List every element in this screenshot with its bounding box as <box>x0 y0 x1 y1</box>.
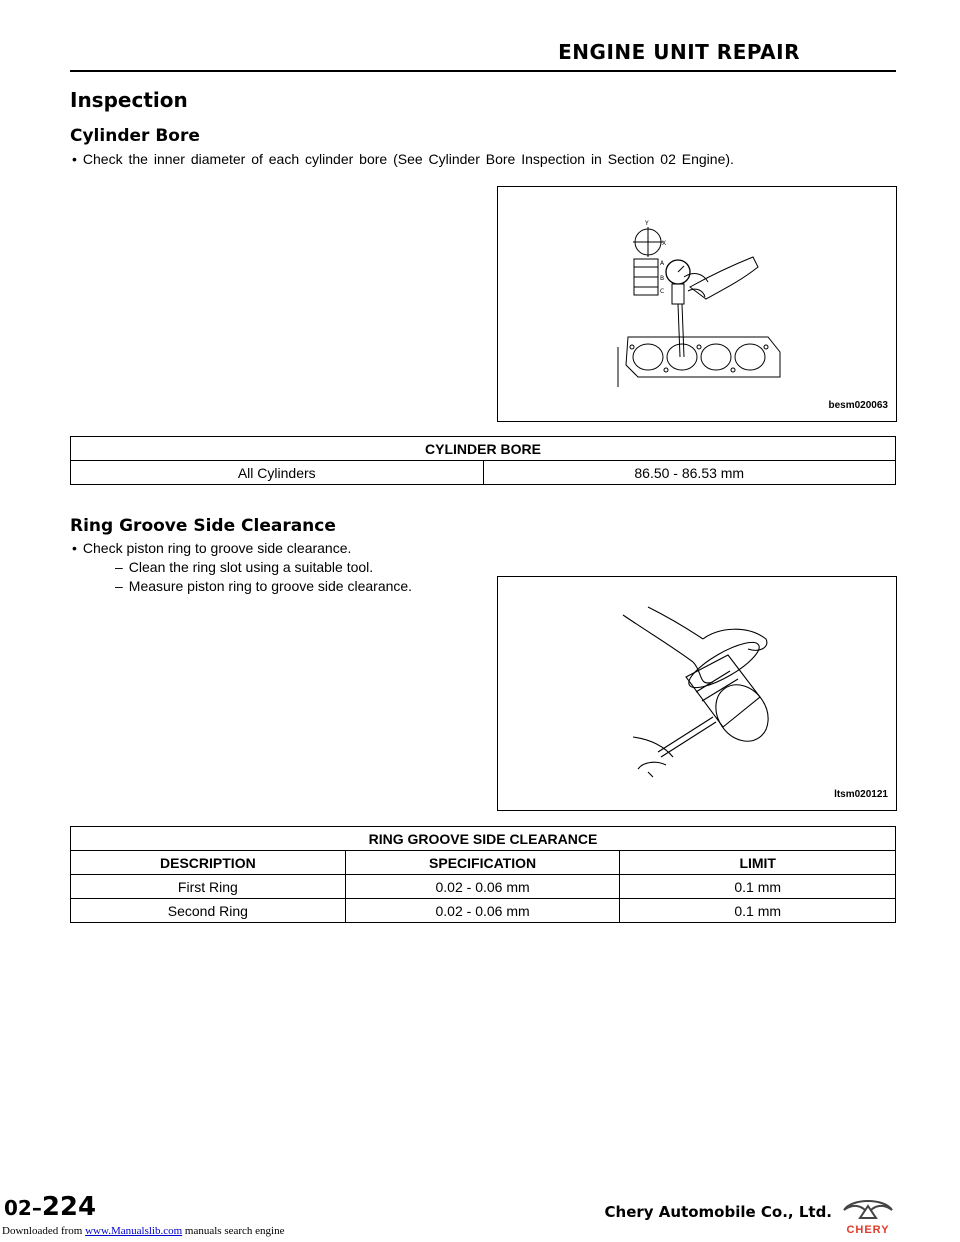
table-cell: 86.50 - 86.53 mm <box>483 461 896 485</box>
table-row <box>71 899 896 923</box>
table-row <box>71 875 896 899</box>
piston-ring-illustration <box>498 577 896 810</box>
manualslib-link[interactable]: www.Manualslib.com <box>85 1225 183 1237</box>
page-header-title: ENGINE UNIT REPAIR <box>558 40 800 64</box>
download-notice: Downloaded from www.Manualslib.com manuals search engine <box>2 1225 285 1237</box>
table-cell: First Ring <box>71 875 346 899</box>
figure-code: besm020063 <box>828 400 888 411</box>
page-number <box>4 1192 96 1222</box>
figure-label-x: X <box>662 240 667 247</box>
cylinder-bore-heading: Cylinder Bore <box>70 126 200 146</box>
chery-logo <box>838 1196 898 1236</box>
ring-groove-heading: Ring Groove Side Clearance <box>70 516 336 536</box>
section-prefix: 02– <box>4 1196 42 1220</box>
figure-code: ltsm020121 <box>834 789 888 800</box>
header-rule <box>70 70 896 72</box>
cylinder-bore-bullet: • Check the inner diameter of each cylinder bore (See Cylinder Bore Inspection in Section 02 Engine). <box>72 151 734 167</box>
table-cell: 0.02 - 0.06 mm <box>345 875 620 899</box>
table-cell: 0.1 mm <box>620 899 896 923</box>
company-name: Chery Automobile Co., Ltd. <box>604 1203 832 1221</box>
column-header: SPECIFICATION <box>345 851 620 875</box>
figure-label-a: A <box>660 260 665 267</box>
table-cell: 0.02 - 0.06 mm <box>345 899 620 923</box>
cylinder-bore-figure <box>497 186 897 422</box>
figure-label-b: B <box>660 275 665 282</box>
ring-groove-table <box>70 826 896 923</box>
page-number-value: 224 <box>41 1192 97 1222</box>
figure-label-y: Y <box>645 220 649 227</box>
ring-groove-step-2: – Measure piston ring to groove side clearance. <box>115 578 412 594</box>
section-title: Inspection <box>70 88 188 112</box>
ring-groove-bullet: • Check piston ring to groove side clearance. <box>72 540 351 556</box>
chery-logo-icon <box>838 1196 898 1236</box>
figure-label-c: C <box>660 288 665 295</box>
table-cell: All Cylinders <box>71 461 484 485</box>
table-cell: Second Ring <box>71 899 346 923</box>
table-row <box>71 461 896 485</box>
ring-groove-table-title: RING GROOVE SIDE CLEARANCE <box>71 827 896 851</box>
bore-gauge-illustration <box>498 187 896 421</box>
table-header-row <box>71 851 896 875</box>
ring-groove-figure <box>497 576 897 811</box>
table-cell: 0.1 mm <box>620 875 896 899</box>
cylinder-bore-table <box>70 436 896 485</box>
column-header: LIMIT <box>620 851 896 875</box>
column-header: DESCRIPTION <box>71 851 346 875</box>
logo-text: CHERY <box>846 1224 890 1236</box>
cylinder-bore-table-title: CYLINDER BORE <box>71 437 896 461</box>
ring-groove-step-1: – Clean the ring slot using a suitable tool. <box>115 559 373 575</box>
